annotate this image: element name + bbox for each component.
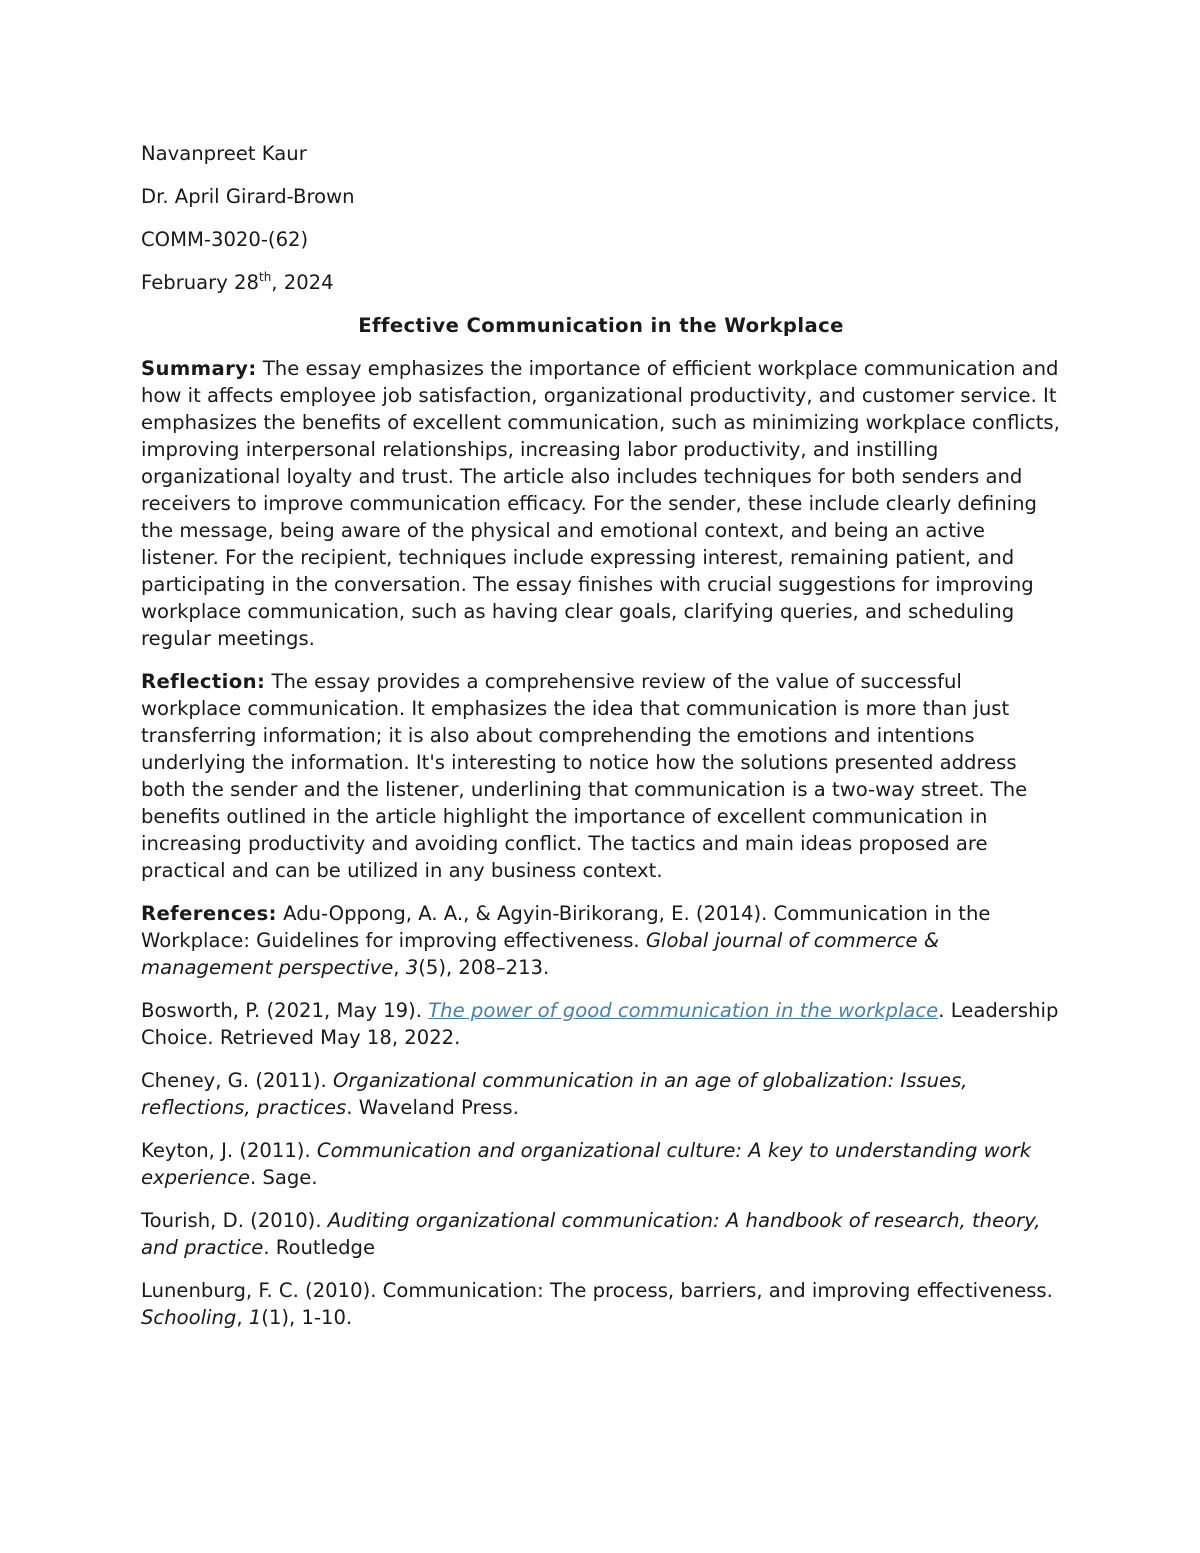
date-ordinal-suffix: th bbox=[258, 270, 272, 284]
course-code: COMM-3020-(62) bbox=[141, 228, 309, 251]
date-month-day: February 28 bbox=[141, 271, 259, 294]
summary-text: The essay emphasizes the importance of efficient workplace communication and how it affects employee job satisfaction, organizational productivity, and customer service. It emphasizes the benefits of excellent communication, such as minimizing workplace conflicts, improving interpersonal relationships, increasing labor productivity, and instilling organizational loyalty and trust. The article also includes techniques for both senders and receivers to improve communication efficacy. For the sender, these include clearly defining the message, being aware of the physical and emotional context, and being an active listener. For the recipient, techniques include expressing interest, remaining patient, and participating in the conversation. The essay finishes with crucial suggestions for improving workplace communication, such as having clear goals, clarifying queries, and scheduling regular meetings. bbox=[141, 357, 1060, 650]
ref1-sep: , bbox=[393, 956, 406, 979]
ref6-volume: 1 bbox=[248, 1306, 262, 1329]
ref6-sep: , bbox=[236, 1306, 249, 1329]
reflection-text: The essay provides a comprehensive review of the value of successful workplace communication. It emphasizes the idea that communication is more than just transferring information; it is also about comprehending the emotions and intentions underlying the information. It's interesting to notice how the solutions presented address both the sender and the listener, underlining that communication is a two-way street. The benefits outlined in the article highlight the importance of excellent communication in increasing productivity and avoiding conflict. The tactics and main ideas proposed are practical and can be utilized in any business context. bbox=[141, 670, 1028, 882]
ref5-publisher: . Routledge bbox=[263, 1236, 376, 1259]
ref1-volume: 3 bbox=[405, 956, 419, 979]
reference-entry-1 bbox=[141, 900, 1061, 981]
ref6-journal: Schooling bbox=[141, 1306, 237, 1329]
ref5-title: Auditing organizational communication: A handbook of research, theory, and practice bbox=[141, 1209, 1041, 1259]
ref6-text: Lunenburg, F. C. (2010). Communication: The process, barriers, and improving effectiveness. bbox=[141, 1279, 1053, 1302]
summary-label: Summary: bbox=[141, 357, 257, 380]
instructor-name: Dr. April Girard-Brown bbox=[141, 185, 355, 208]
ref3-publisher: . Waveland Press. bbox=[346, 1096, 519, 1119]
ref3-title: Organizational communication in an age of globalization: Issues, reflections, practices bbox=[141, 1069, 968, 1119]
ref2-publisher: . Leadership Choice. Retrieved May 18, 2022. bbox=[141, 999, 1059, 1049]
reference-entry-5 bbox=[141, 1207, 1061, 1261]
references-label: References: bbox=[141, 902, 277, 925]
ref1-text: Adu-Oppong, A. A., & Agyin-Birikorang, E. (2014). Communication in the Workplace: Guidelines for improving effectiveness. bbox=[141, 902, 991, 952]
ref3-author: Cheney, G. (2011). bbox=[141, 1069, 333, 1092]
ref4-publisher: . Sage. bbox=[249, 1166, 318, 1189]
reference-entry-3 bbox=[141, 1067, 1061, 1121]
reflection-paragraph bbox=[141, 668, 1061, 884]
reflection-label: Reflection: bbox=[141, 670, 266, 693]
reference-entry-6 bbox=[141, 1277, 1061, 1331]
ref4-title: Communication and organizational culture: A key to understanding work experience bbox=[141, 1139, 1032, 1189]
reference-entry-4 bbox=[141, 1137, 1061, 1191]
ref5-author: Tourish, D. (2010). bbox=[141, 1209, 328, 1232]
ref4-author: Keyton, J. (2011). bbox=[141, 1139, 317, 1162]
reference-entry-2 bbox=[141, 997, 1061, 1051]
submission-date bbox=[141, 269, 1061, 296]
essay-title: Effective Communication in the Workplace bbox=[358, 314, 844, 337]
document-page bbox=[141, 140, 1061, 1347]
date-year: , 2024 bbox=[271, 271, 334, 294]
ref2-link[interactable]: The power of good communication in the workplace bbox=[428, 999, 939, 1022]
ref6-issue-pages: (1), 1-10. bbox=[261, 1306, 353, 1329]
ref1-journal: Global journal of commerce & management perspective bbox=[141, 929, 940, 979]
summary-paragraph bbox=[141, 355, 1061, 652]
ref2-text: Bosworth, P. (2021, May 19). bbox=[141, 999, 429, 1022]
author-name: Navanpreet Kaur bbox=[141, 142, 307, 165]
ref1-issue-pages: (5), 208–213. bbox=[418, 956, 550, 979]
